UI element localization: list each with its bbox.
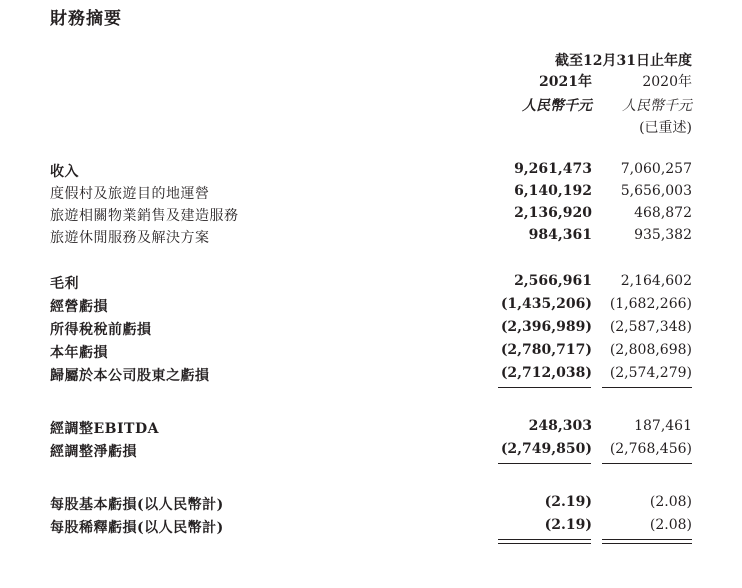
table-row bbox=[0, 494, 742, 516]
table-row bbox=[0, 273, 742, 295]
row-label: 收入 bbox=[50, 164, 79, 180]
row-label: 歸屬於本公司股東之虧損 bbox=[50, 368, 210, 384]
value-2020: (1,682,266) bbox=[609, 296, 692, 312]
value-2020: 7,060,257 bbox=[620, 161, 692, 177]
value-2021: (1,435,206) bbox=[500, 296, 592, 312]
value-2020: (2,808,698) bbox=[609, 342, 692, 358]
value-2021: (2.19) bbox=[544, 494, 592, 510]
row-label: 每股基本虧損(以人民幣計) bbox=[50, 497, 224, 513]
table-row bbox=[0, 227, 742, 249]
row-label: 每股稀釋虧損(以人民幣計) bbox=[50, 520, 224, 536]
row-label: 本年虧損 bbox=[50, 345, 108, 361]
value-2020: 2,164,602 bbox=[620, 273, 692, 289]
value-2021: 248,303 bbox=[528, 418, 592, 434]
underline-2020 bbox=[602, 463, 692, 464]
double-underline-2020 bbox=[602, 539, 692, 544]
value-2020: (2.08) bbox=[649, 517, 692, 533]
table-row bbox=[0, 161, 742, 183]
year-2020-header: 2020年 bbox=[642, 74, 692, 90]
row-label: 經調整淨虧損 bbox=[50, 444, 137, 460]
value-2020: (2.08) bbox=[649, 494, 692, 510]
row-label: 旅遊休閒服務及解決方案 bbox=[50, 230, 210, 246]
value-2021: 9,261,473 bbox=[514, 161, 592, 177]
table-row bbox=[0, 365, 742, 387]
table-row bbox=[0, 342, 742, 364]
period-header: 截至12月31日止年度 bbox=[555, 53, 692, 69]
row-label: 經營虧損 bbox=[50, 299, 108, 315]
table-row bbox=[0, 319, 742, 341]
value-2021: (2,749,850) bbox=[500, 441, 592, 457]
table-row bbox=[0, 296, 742, 318]
row-label: 度假村及旅遊目的地運營 bbox=[50, 186, 210, 202]
page-title: 財務摘要 bbox=[50, 9, 122, 29]
value-2020: 5,656,003 bbox=[620, 183, 692, 199]
unit-2020-header: 人民幣千元 bbox=[622, 98, 692, 114]
table-row bbox=[0, 418, 742, 440]
table-row bbox=[0, 205, 742, 227]
row-label: 旅遊相關物業銷售及建造服務 bbox=[50, 208, 239, 224]
row-label: 毛利 bbox=[50, 276, 79, 292]
restated-note: (已重述) bbox=[639, 120, 692, 136]
underline-2021 bbox=[498, 463, 591, 464]
table-row bbox=[0, 183, 742, 205]
row-label: 經調整EBITDA bbox=[50, 421, 159, 437]
value-2020: (2,574,279) bbox=[609, 365, 692, 381]
unit-2021-header: 人民幣千元 bbox=[522, 98, 592, 114]
value-2021: (2,712,038) bbox=[500, 365, 592, 381]
year-2021-header: 2021年 bbox=[539, 74, 592, 90]
value-2021: 6,140,192 bbox=[514, 183, 592, 199]
value-2021: 2,566,961 bbox=[514, 273, 592, 289]
value-2020: 468,872 bbox=[634, 205, 692, 221]
underline-2021 bbox=[498, 387, 591, 388]
underline-2020 bbox=[602, 387, 692, 388]
row-label: 所得稅稅前虧損 bbox=[50, 322, 152, 338]
value-2020: (2,768,456) bbox=[609, 441, 692, 457]
value-2021: 2,136,920 bbox=[514, 205, 592, 221]
value-2020: 935,382 bbox=[634, 227, 692, 243]
value-2021: (2,780,717) bbox=[500, 342, 592, 358]
value-2021: (2.19) bbox=[544, 517, 592, 533]
table-row bbox=[0, 517, 742, 539]
table-row bbox=[0, 441, 742, 463]
value-2020: (2,587,348) bbox=[609, 319, 692, 335]
value-2021: 984,361 bbox=[528, 227, 592, 243]
value-2020: 187,461 bbox=[634, 418, 692, 434]
value-2021: (2,396,989) bbox=[500, 319, 592, 335]
double-underline-2021 bbox=[498, 539, 591, 544]
